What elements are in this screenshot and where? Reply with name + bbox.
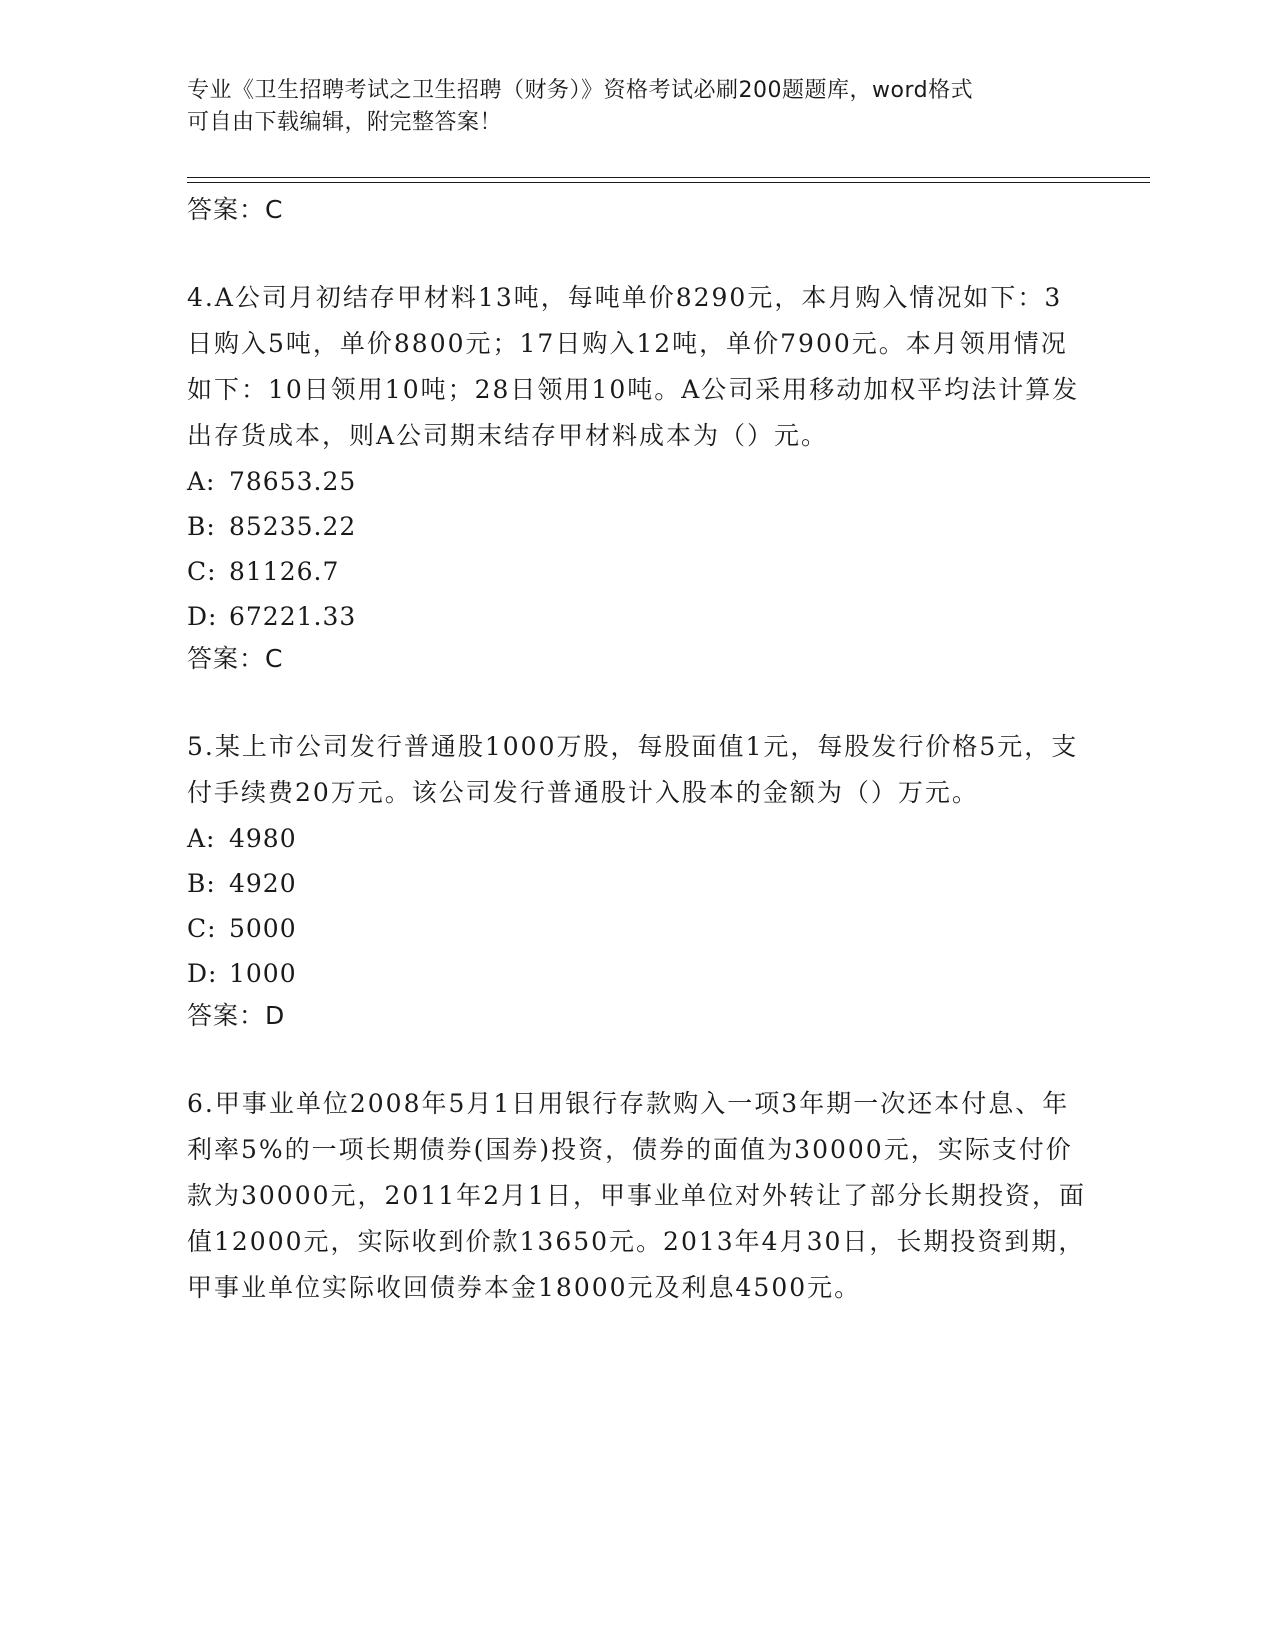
option-value: 5000 xyxy=(229,914,297,943)
header-title-line-1: 专业《卫生招聘考试之卫生招聘（财务）》资格考试必刷200题题库，word格式 xyxy=(187,78,974,103)
option-label: C: xyxy=(187,914,217,943)
option-value: 1000 xyxy=(229,959,297,988)
option-label: A: xyxy=(187,467,216,496)
option-label: D: xyxy=(187,959,218,988)
option-label: B: xyxy=(187,512,216,541)
document-content xyxy=(187,190,1087,1311)
option-b xyxy=(187,504,1087,549)
option-b xyxy=(187,861,1087,906)
question-text: 6.甲事业单位2008年5月1日用银行存款购入一项3年期一次还本付息、年利率5%的一项长期债券(国券)投资，债券的面值为30000元，实际支付价款为30000元，2011年2月1日，甲事业单位对外转让了部分长期投资，面值12000元，实际收到价款13650元。2013年4月30日，长期投资到期，甲事业单位实际收回债券本金18000元及利息4500元。 xyxy=(187,1089,1086,1302)
option-value: 4920 xyxy=(229,869,297,898)
header-divider-top xyxy=(187,177,1150,178)
option-label: B: xyxy=(187,869,216,898)
option-value: 67221.33 xyxy=(229,602,357,631)
option-label: D: xyxy=(187,602,218,631)
option-label: A: xyxy=(187,824,216,853)
answer-previous-question: 答案：C xyxy=(187,195,284,224)
option-label: C: xyxy=(187,557,217,586)
question-5 xyxy=(187,724,1087,1036)
option-value: 4980 xyxy=(229,824,297,853)
option-a xyxy=(187,816,1087,861)
answer-question-5: 答案：D xyxy=(187,1001,286,1030)
option-value: 81126.7 xyxy=(229,557,340,586)
option-value: 85235.22 xyxy=(229,512,357,541)
question-4 xyxy=(187,275,1087,679)
question-text: 4.A公司月初结存甲材料13吨，每吨单价8290元，本月购入情况如下：3日购入5吨，单价8800元；17日购入12吨，单价7900元。本月领用情况如下：10日领用10吨；28日领用10吨。A公司采用移动加权平均法计算发出存货成本，则A公司期末结存甲材料成本为（）元。 xyxy=(187,283,1080,450)
question-text: 5.某上市公司发行普通股1000万股，每股面值1元，每股发行价格5元，支付手续费20万元。该公司发行普通股计入股本的金额为（）万元。 xyxy=(187,732,1079,807)
question-6 xyxy=(187,1081,1087,1311)
document-header xyxy=(187,75,1067,139)
option-c xyxy=(187,906,1087,951)
option-d xyxy=(187,594,1087,639)
header-title-line-2: 可自由下载编辑，附完整答案！ xyxy=(187,110,503,135)
answer-question-4: 答案：C xyxy=(187,644,284,673)
option-a xyxy=(187,459,1087,504)
option-c xyxy=(187,549,1087,594)
header-divider-bottom xyxy=(187,182,1150,183)
option-d xyxy=(187,951,1087,996)
option-value: 78653.25 xyxy=(229,467,357,496)
